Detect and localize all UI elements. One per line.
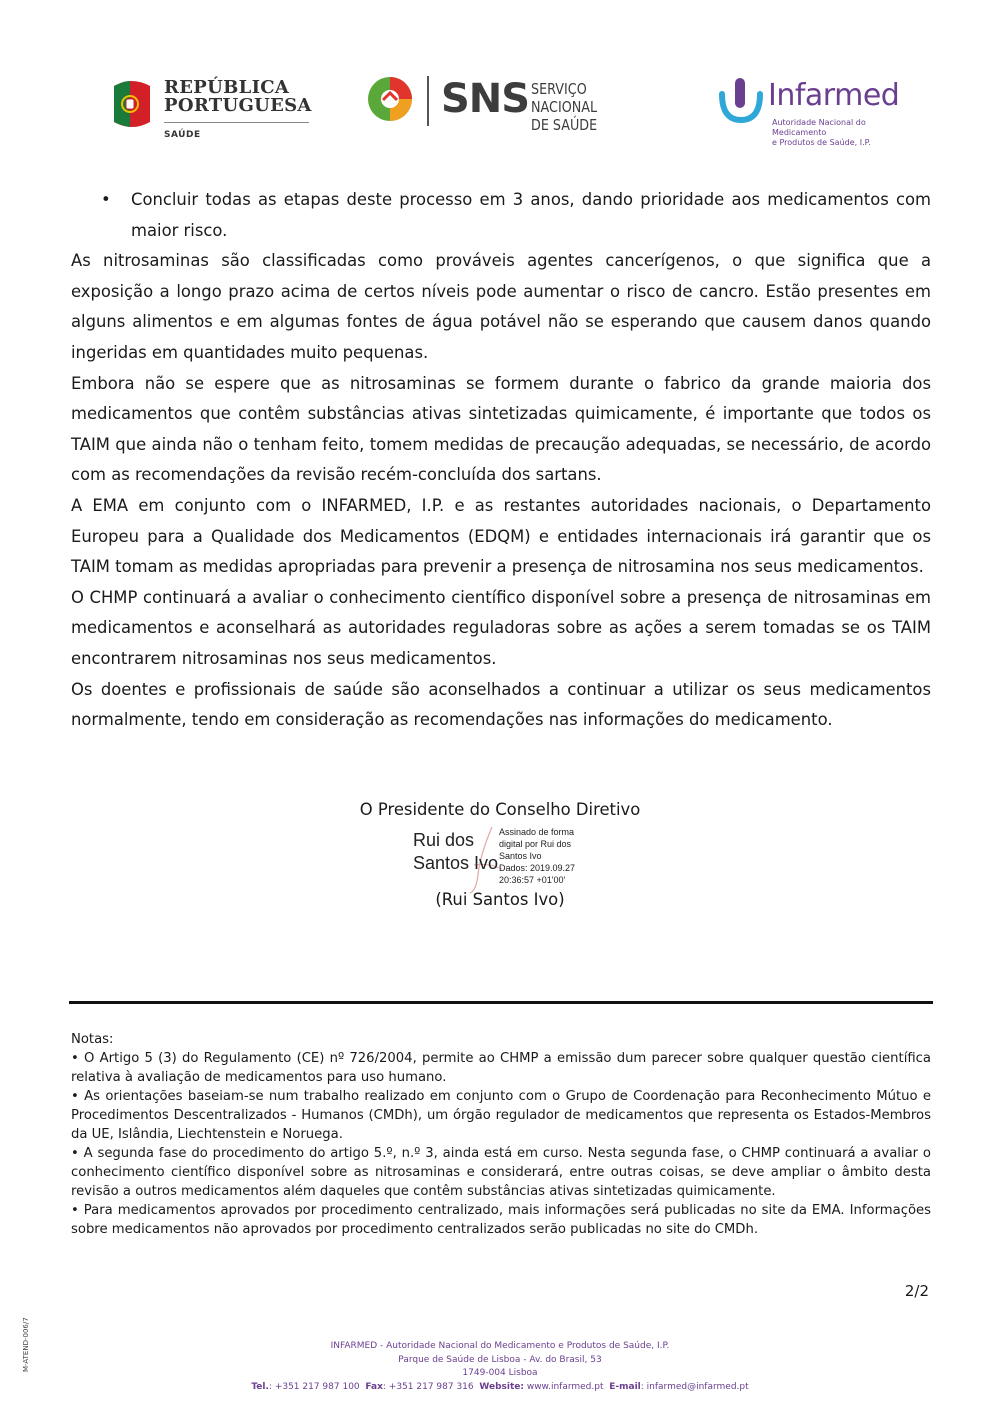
paragraph-ema-infarmed: A EMA em conjunto com o INFARMED, I.P. e as restantes autoridades nacionais, o Departamento Europeu para a Qualidade dos Medicamentos (EDQM) e entidades internacionais irá garantir que os TAIM tomam as medidas apropriadas para prevenir a presença de nitrosamina nos seus medicamentos.	[71, 495, 931, 577]
infarmed-tagline	[772, 118, 916, 148]
document-code: M-ATEND-006/7	[22, 1317, 30, 1372]
page-number: 2/2	[904, 1282, 929, 1300]
paragraph-chmp: O CHMP continuará a avaliar o conhecimento científico disponível sobre a presença de nitrosaminas em medicamentos e aconselhará as autoridades reguladoras sobre as ações a serem tomadas se os TAIM encontrarem nitrosaminas nos seus medicamentos.	[71, 587, 931, 668]
paragraph-doentes: Os doentes e profissionais de saúde são aconselhados a continuar a utilizar os seus medicamentos normalmente, tendo em consideração as recomendações nas informações do medicamento.	[71, 679, 931, 730]
signed-name-line2: Santos Ivo	[413, 853, 499, 873]
signatory-title: O Presidente do Conselho Diretivo	[359, 800, 641, 819]
footer-fax: : +351 217 987 316	[382, 1381, 474, 1392]
sig-meta-date: Dados: 2019.09.27	[499, 863, 576, 873]
infarmed-wordmark: Infarmed	[768, 78, 900, 113]
note-item: • As orientações baseiam-se num trabalho realizado em conjunto com o Grupo de Coordenação para Reconhecimento Mútuo e Procedimentos Descentralizados - Humanos (CMDh), um órgão regulador de medicamentos que representa os Estados-Membros da UE, Islândia, Liechtenstein e Noruega.	[71, 1089, 931, 1142]
page-footer	[0, 1340, 1000, 1394]
infarmed-tagline-line1: Autoridade Nacional do Medicamento	[772, 118, 866, 137]
bullet-item	[71, 185, 931, 246]
footer-email-link[interactable]: : infarmed@infarmed.pt	[640, 1381, 749, 1392]
rp-saude-label: SAÚDE	[164, 130, 201, 140]
rp-line2: PORTUGUESA	[164, 95, 312, 116]
signature-metadata	[499, 826, 575, 886]
infarmed-emblem-icon	[716, 76, 766, 124]
footer-tel: : +351 217 987 100	[268, 1381, 360, 1392]
footer-org-name: INFARMED - Autoridade Nacional do Medicamento e Produtos de Saúde, I.P.	[330, 1341, 670, 1351]
footer-tel-label: Tel.	[251, 1381, 269, 1392]
footer-address: Parque de Saúde de Lisboa - Av. do Brasil, 53	[398, 1354, 602, 1365]
note-item: • O Artigo 5 (3) do Regulamento (CE) nº 726/2004, permite ao CHMP a emissão dum parecer sobre qualquer questão científica relativa à avaliação de medicamentos para uso humano.	[71, 1051, 931, 1085]
infarmed-logo	[716, 74, 916, 147]
footer-web-label: Website:	[479, 1381, 524, 1392]
footer-website-link[interactable]: www.infarmed.pt	[523, 1381, 604, 1392]
bullet-text: Concluir todas as etapas deste processo em 3 anos, dando prioridade aos medicamentos com maior risco.	[131, 190, 931, 240]
notes-section	[71, 1030, 931, 1239]
note-item: • Para medicamentos aprovados por procedimento centralizado, mais informações será publicadas no site da EMA. Informações sobre medicamentos não aprovados por procedimento centralizados serão publicadas no site do CMDh.	[71, 1203, 931, 1237]
sns-name-line1: SERVIÇO NACIONAL	[531, 80, 598, 116]
rp-line1: REPÚBLICA	[164, 77, 290, 98]
portuguese-flag-icon	[112, 78, 152, 128]
signed-name-line1: Rui dos	[413, 830, 475, 850]
sig-meta-time: 20:36:57 +01'00'	[499, 875, 566, 885]
footer-email-label: E-mail	[609, 1381, 641, 1392]
document-body	[71, 185, 931, 736]
rp-divider	[164, 122, 309, 123]
note-item: • A segunda fase do procedimento do artigo 5.º, n.º 3, ainda está em curso. Nesta segunda fase, o CHMP continuará a avaliar o conhecimento científico disponível sobre as nitrosaminas e considerará, entre outras coisas, se deve ampliar o âmbito desta revisão a outros medicamentos além daqueles que contêm substâncias ativas sintetizadas quimicamente.	[71, 1146, 931, 1199]
sns-name-line2: DE SAÚDE	[531, 116, 598, 134]
signatory-name: (Rui Santos Ivo)	[435, 890, 565, 909]
digital-signature	[300, 825, 700, 887]
sns-emblem-icon	[365, 74, 415, 124]
sns-logo	[365, 72, 665, 132]
sns-divider	[427, 76, 429, 126]
notes-divider	[69, 1001, 933, 1004]
header-logos	[0, 70, 1000, 145]
sig-meta-line2: digital por Rui dos	[499, 839, 572, 849]
signed-name	[413, 829, 498, 875]
bullet-marker: •	[101, 190, 111, 209]
paragraph-fabrico-medicamentos: Embora não se espere que as nitrosaminas se formem durante o fabrico da grande maioria dos medicamentos que contêm substâncias ativas sintetizadas quimicamente, é importante que todos os TAIM que ainda não o tenham feito, tomem medidas de precaução adequadas, se necessário, de acordo com as recomendações da revisão recém-concluída dos sartans.	[71, 373, 931, 485]
infarmed-tagline-line2: e Produtos de Saúde, I.P.	[772, 138, 871, 147]
sig-meta-line3: Santos Ivo	[499, 851, 542, 861]
footer-postal: 1749-004 Lisboa	[462, 1368, 538, 1378]
republica-portuguesa-text	[164, 79, 312, 115]
sns-acronym: SNS	[441, 76, 530, 122]
footer-fax-label: Fax	[365, 1381, 383, 1392]
signature-block	[300, 795, 700, 913]
paragraph-nitrosaminas-classificacao: As nitrosaminas são classificadas como prováveis agentes cancerígenos, o que significa que a exposição a longo prazo acima de certos níveis pode aumentar o risco de cancro. Estão presentes em alguns alimentos e em algumas fontes de água potável não se esperando que causem danos quando ingeridas em quantidades muito pequenas.	[71, 251, 931, 362]
republica-portuguesa-logo	[112, 74, 312, 144]
notes-heading: Notas:	[71, 1032, 114, 1047]
sig-meta-line1: Assinado de forma	[499, 827, 575, 837]
footer-contacts	[0, 1381, 1000, 1395]
sns-full-name	[531, 80, 645, 134]
